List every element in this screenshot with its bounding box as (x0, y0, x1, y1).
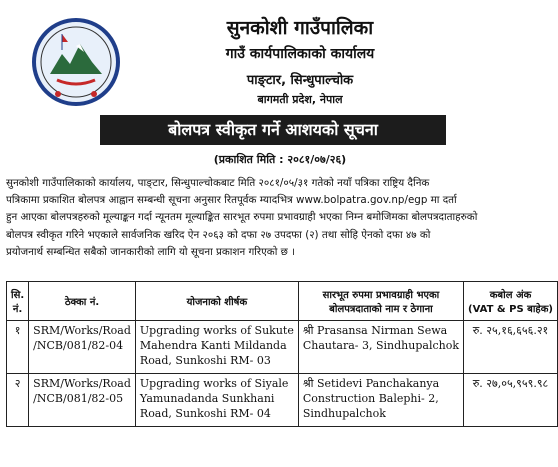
header-amount-line: कबोल अंक (489, 290, 532, 301)
header-amount-line: (VAT & PS बाहेक) (468, 304, 553, 315)
cell-line: Chautara- 3, Sindhupalchok (302, 339, 460, 352)
office-name: गाउँ कार्यपालिकाको कार्यालय (225, 46, 375, 62)
cell-amount: रु. २७,०५,९५९.९८ (464, 374, 558, 427)
notice-title: बोलपत्र स्वीकृत गर्ने आशयको सूचना (100, 115, 446, 145)
header-contract: ठेक्का नं. (29, 282, 136, 321)
cell-sn: २ (7, 374, 29, 427)
cell-line: /NCB/081/82-04 (33, 339, 124, 352)
cell-line: Road, Sunkoshi RM- 04 (139, 407, 271, 420)
cell-contract (29, 321, 136, 374)
header-bidder: सारभूत रुपमा प्रभावग्राही भएका बोलपत्रदाताको नाम र ठेगाना (298, 282, 463, 321)
cell-line: Upgrading works of Sukute (139, 324, 294, 337)
cell-line: SRM/Works/Road (33, 377, 131, 390)
cell-line: SRM/Works/Road (33, 324, 131, 337)
cell-line: Upgrading works of Siyale (139, 377, 289, 390)
province-name: बागमती प्रदेश, नेपाल (257, 93, 343, 106)
org-name: सुनकोशी गाउँपालिका (226, 17, 374, 39)
cell-bidder (298, 374, 463, 427)
body-line: प्रयोजनार्थ सम्बन्धित सबैको जानकारीको लागि यो सूचना प्रकाशन गरिएको छ । (6, 245, 296, 258)
cell-line: Mahendra Kanti Mildanda (139, 339, 287, 352)
body-line: बोलपत्र स्वीकृत गरिने भएकाले सार्वजनिक खरिद ऐन २०६३ को दफा २७ उपदफा (२) तथा सोहि ऐनको दफा ४७ को (6, 228, 431, 241)
emblem-logo-icon (22, 12, 130, 108)
header-sn: सि. नं. (7, 282, 29, 321)
table-header-row (7, 282, 558, 321)
cell-project (135, 374, 298, 427)
body-line: पत्रिकामा प्रकाशित बोलपत्र आह्वान सम्बन्धी सूचना अनुसार रितपूर्वक म्यादभित्र www.bolpatra.gov.np/egp मा दर्ता (6, 194, 457, 207)
publish-date: (प्रकाशित मिति : २०८१/०७/२६) (213, 153, 347, 166)
cell-line: श्री Setidevi Panchakanya (302, 377, 440, 390)
cell-amount: रु. २५,१६,६५६.२१ (464, 321, 558, 374)
cell-sn: १ (7, 321, 29, 374)
body-line: सुनकोशी गाउँपालिकाको कार्यालय, पाङ्टार, सिन्धुपाल्चोकबाट मिति २०८१/०५/३१ गतेको नयाँ पत्रिका राष्ट्रिय दैनिक (6, 177, 430, 189)
cell-line: Yamunadanda Sunkhani (139, 392, 275, 405)
body-line: हुन आएका बोलपत्रहरुको मूल्याङ्कन गर्दा न्यूनतम मूल्याङ्कित सारभूत रुपमा प्रभावग्राही भएका निम्न बमोजिमका बोलपत्रदाताहरुको (6, 211, 478, 224)
table-row (7, 374, 558, 427)
cell-bidder (298, 321, 463, 374)
cell-line: Sindhupalchok (302, 407, 386, 420)
table-row (7, 321, 558, 374)
notice-body (6, 175, 536, 261)
cell-line: श्री Prasansa Nirman Sewa (302, 324, 448, 337)
cell-line: /NCB/081/82-05 (33, 392, 124, 405)
bid-table (6, 281, 558, 427)
header-amount (464, 282, 558, 321)
office-location: पाङ्टार, सिन्धुपाल्चोक (246, 73, 354, 88)
cell-contract (29, 374, 136, 427)
cell-line: Construction Balephi- 2, (302, 392, 439, 405)
cell-line: Road, Sunkoshi RM- 03 (139, 354, 271, 367)
header-project: योजनाको शीर्षक (135, 282, 298, 321)
cell-project (135, 321, 298, 374)
